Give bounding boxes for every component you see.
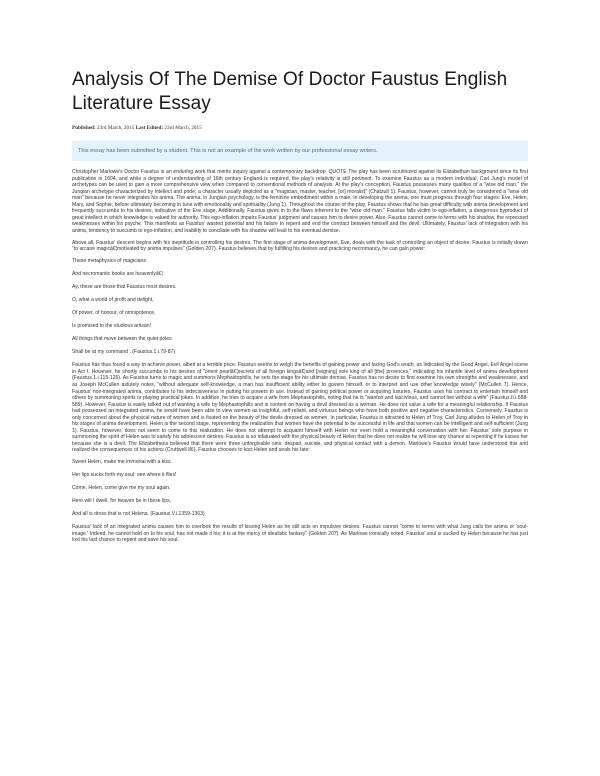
paragraph-3: Faustus has thus found a way to achieve power, albeit at a terrible price. Faustus seems to weigh the benefits of gaining power and facing God's wrath, as indicated by the Good Angel, Evil Angel scene in Act I. However, he shortly succumbs to his desires of "orient pearlâ€¦secrets of all foreign kingsâ€¦and [reigning] sole king of all [the] provinces," indicating his infantile level of anima development (Faustus.1.i.115-126). As Faustus turns to magic and summons Mephastophilis, he sets the stage for his ultimate demise. Faustus has no desire to first examine his own strengths and weaknesses, and as Joseph McCullen astutely notes, "without adequate self-knowledge, a man has insufficient ability either to govern himself, or to interpret and use other knowledge wisely" (McCullen 7). Hence, Faustus' non-integrated anima, contributes to his indecisiveness in putting his powers to use. Instead of gaining political power or acquiring luxuries, Faustus uses his contract to entertain himself and others by summoning spirits or playing practical jokes. In addition, he tries to acquire a wife from Mephastophilis, noting that he is "wanton and lascivious, and cannot live without a wife" (Faustus.II.i.588-589). However, Faustus is easily talked out of wanting a wife by Mephastophilis and is content on having a devil dressed as a woman. He does not value a wife for a meaningful relationship. If Faustus had possessed an integrated anima, he would have been able to view women as insightful, self-reliant, and virtuous beings who have both positive and negative characteristics. Conversely, Faustus is only concerned about the physical nature of women and is fixated on the beauty of the devils dressed as women. In particular, Faustus is attracted to Helen of Troy. Carl Jung alludes to Helen of Troy in his stages of anima development. Helen is the second stage, representing the realization that women have the potential to be successful in life and that women can be intelligent and self-sufficient (Jung 1). Faustus, however, does not seem to come to this realization. He does not attempt to acquaint himself with Helen nor even hold a meaningful conversation with her. Faustus' sole purpose in summoning the spirit of Helen was to satisfy his adolescent desires. Faustus is so infatuated with the physical beauty of Helen that he does not realize he will lose any chance at repenting if he kisses her because she is a devil. The Elizabethans believed that there were three unforgivable sins: despair, suicide, and physical contact with a demon. Marlowe's Faustus would have understood this and realized the consequences of his actions (Cruttwell 86). Faustus chooses to kiss Helen and seals his fate: <box>72 362 528 454</box>
page-title <box>72 68 528 116</box>
last-edited-label: Last Edited: <box>135 125 164 131</box>
essay-body <box>72 169 528 544</box>
verse-line: Her lips sucks forth my soul: see where it flies! <box>72 472 177 479</box>
verse-line: These metaphysics of magicians <box>72 257 146 264</box>
student-notice-banner: This essay has been submitted by a student. This is not an example of the work written by our professional essay writers. <box>72 141 528 161</box>
verse-line: And all is dross that is not Helena. (Faustus.V.i.1359-1363) <box>72 511 205 518</box>
published-label: Published: <box>72 125 96 131</box>
last-edited-date: 23rd March, 2015 <box>164 125 202 131</box>
paragraph-1: Christopher Marlowe's Doctor Faustus is an enduring work that merits inquiry against a contemporary backdrop. QUOTE The play has been scrutinized against its Elizabethan background since its first publication in 1604, and while a degree of understanding of 16th century England is required, the play's relativity is still pertinent. To examine Faustus as a modern individual, Carl Jung's model of archetypes can be used to gain a more comprehensive view when compared to conventional methods of analysis. At the play's conception, Faustus possesses many qualities of a "wise old man," the Jungian archetype characterized by intellect and pride; a character usually depicted as a "magician, master, teacher, [or] moralist" (Chatzult 1). Faustus, however, cannot truly be considered a "wise old man" because he never integrates his anima. The anima, in Jungian psychology, is the feminine embodiment within a male. In developing the anima, one must progress through four stages: Eve, Helen, Mary, and Sophie, before ultimately becoming in tune with emotionality and spirituality (Jung 1). Throughout the course of the play, Faustus shows that he has great difficulty with anima development and frequently succumbs to his desires, indicative of the Eve stage. Additionally, Faustus gives in to the flaws inherent to the "wise old man." Faustus falls victim to ego-inflation, a dangerous byproduct of great intellect in which knowledge is valued for authority. This ego-inflation impairs Faustus' judgment and causes him to desire power. Also, Faustus cannot come to terms with his shadow, the repressed weaknesses within his psyche. This manifests as Faustus' wasted potential and his failure to repent and end the contract between himself and the devil. Ultimately, Faustus' lack of integration with his anima, tendency to succumb to ego-inflation, and inability to conciliate with his shadow will lead to his eventual demise. <box>72 169 528 234</box>
paragraph-2: Above all, Faustus' descent begins with his ineptitude in controlling his desires. The first stage of anima development, Eve, deals with the task of controlling an object of desire. Faustus is initially drawn "to arcane magicâ€¦motivated by anima impulses" (Golden 207). Faustus believes that by fulfilling his desires and practicing necromancy, he can gain power: <box>72 239 528 253</box>
verse-line: Is promised to the studious artisan! <box>72 323 151 330</box>
verse-line: Shall be at my command . (Faustus.1.i.79-87) <box>72 349 176 356</box>
publication-meta <box>72 125 528 132</box>
verse-line: Come, Helen, come give me my soul again. <box>72 485 171 492</box>
paragraph-4: Faustus' lack of an integrated anima causes him to overlook the results of kissing Helen as he still acts on impulsive desires. Faustus cannot "come to terms with what Jung calls the anima or 'soul-image.' Indeed, he cannot hold on to his soul, has not made it his; it is at the mercy of idealistic fantasy" (Golden 207). As Marlowe ironically noted, Faustus' soul is sucked by Helen because he has just lost his last chance to repent and save his soul. <box>72 524 528 544</box>
verse-line: Of power, of honour, of omnipotence, <box>72 310 156 317</box>
verse-line: And necromantic books are heavenlyâ€¦ <box>72 270 163 277</box>
title-line-2: Literature Essay <box>72 93 211 114</box>
verse-line: Here will I dwell, for heaven be in these lips, <box>72 498 172 505</box>
verse-line: Sweet Helen, make me immortal with a kiss. <box>72 459 172 466</box>
verse-line: O, what a world of profit and delight, <box>72 297 154 304</box>
published-date: 23rd March, 2015 <box>96 125 135 131</box>
title-line-1: Analysis Of The Demise Of Doctor Faustus English <box>72 69 508 90</box>
verse-line: Ay, these are those that Faustus most desires. <box>72 284 177 291</box>
verse-line: All things that move between the quiet poles <box>72 336 172 343</box>
